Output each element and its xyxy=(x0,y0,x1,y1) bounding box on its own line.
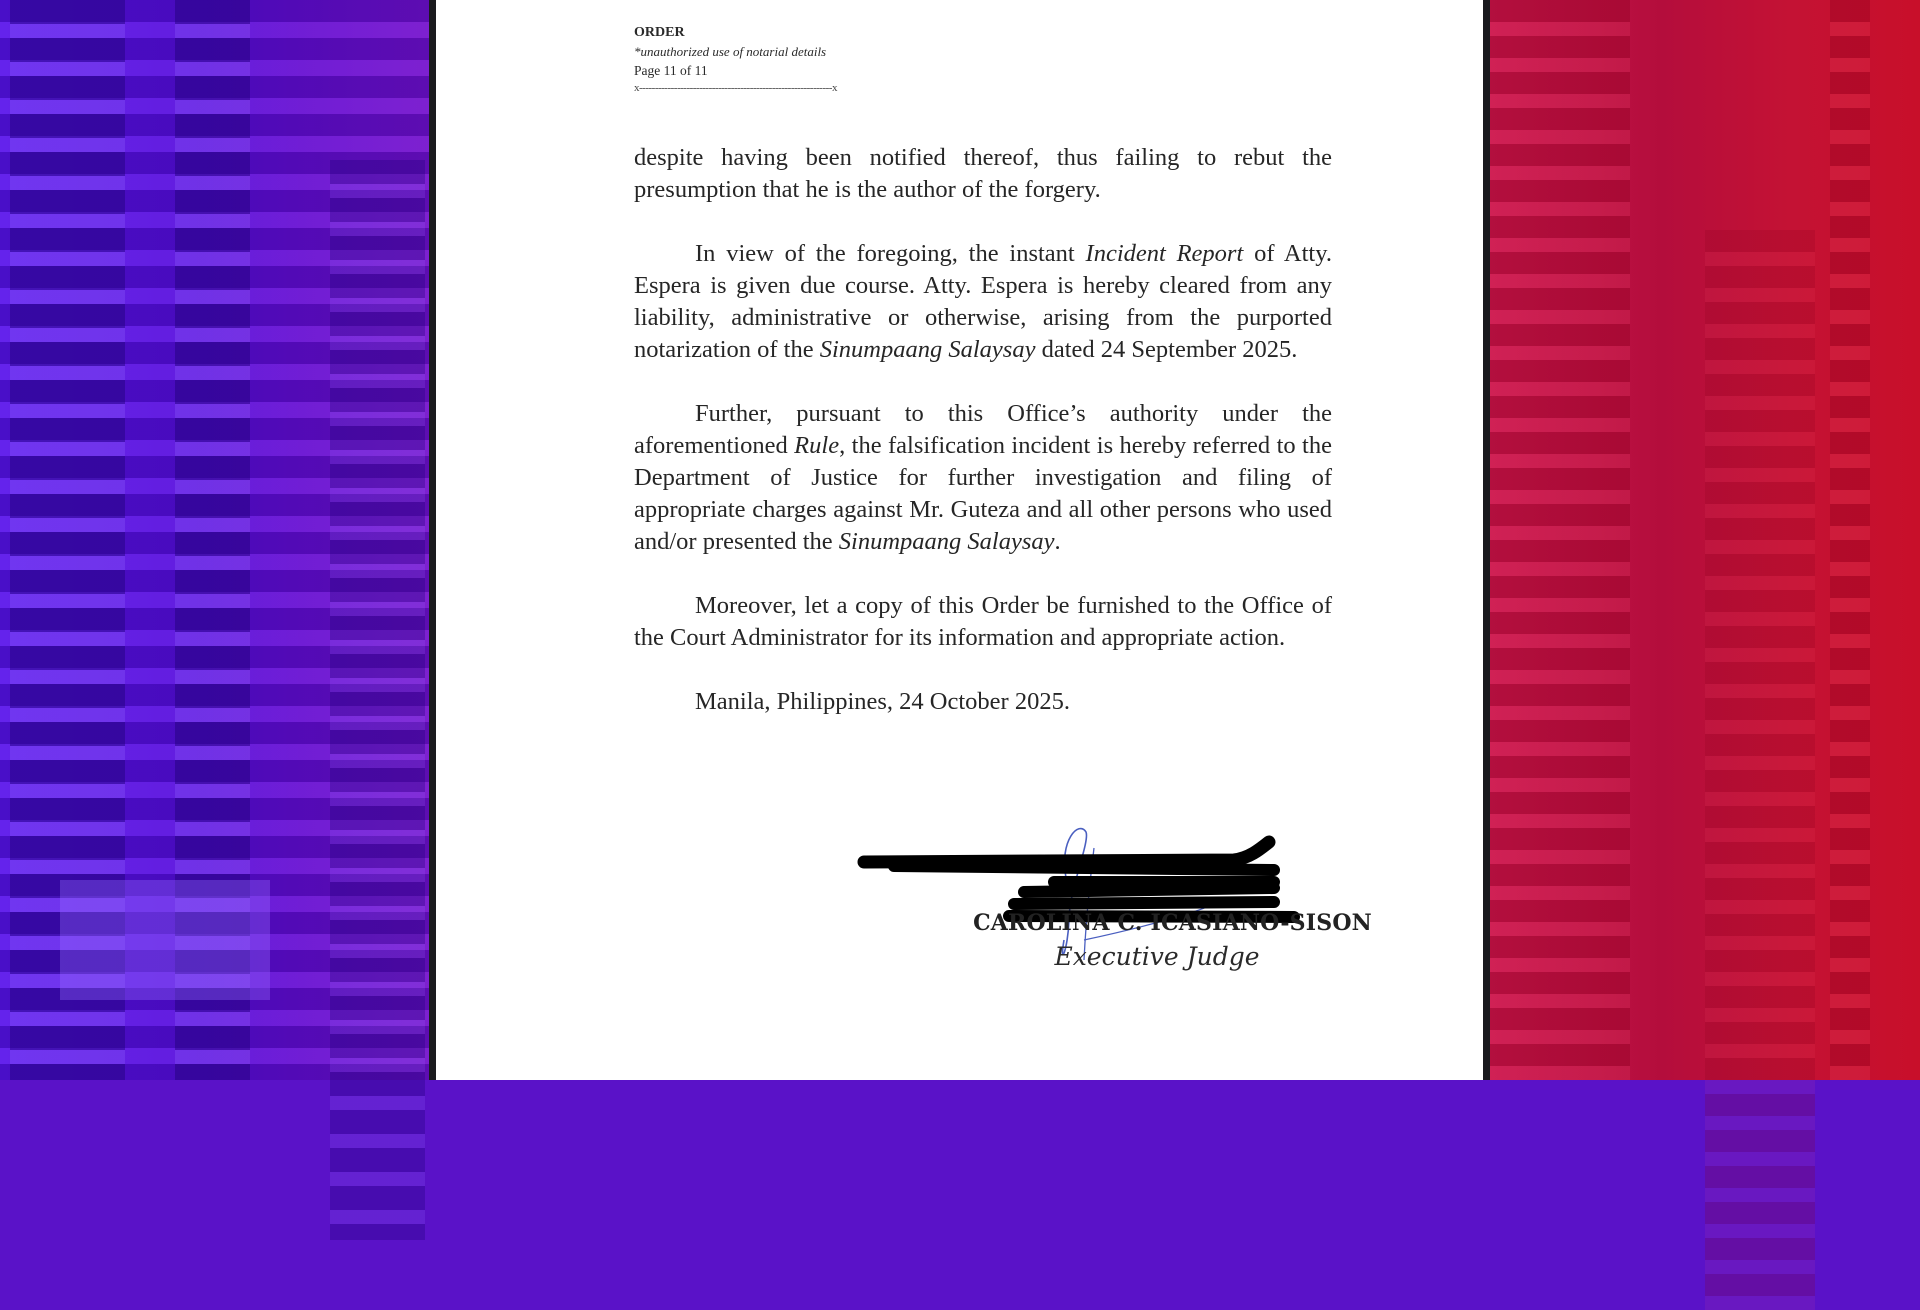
paragraph-text: In view of the foregoing, the instant xyxy=(695,240,1086,267)
page-border-right xyxy=(1483,0,1490,1080)
building-silhouette xyxy=(1830,0,1870,1080)
paragraph-text: despite having been notified thereof, thus failing to rebut the presumption that he is the author of the forgery. xyxy=(634,144,1332,203)
document-body xyxy=(634,142,1332,750)
building-silhouette xyxy=(60,880,270,1000)
italic-term: Rule xyxy=(794,432,840,459)
signatory-name: CAROLINA C. ICASIANO-SISON xyxy=(973,910,1372,936)
background-right-red xyxy=(1490,0,1920,1080)
paragraph-furnish-copy xyxy=(634,590,1332,654)
document-page xyxy=(436,0,1483,1080)
paragraph-text: Further, pursuant to this Office’s authority under the aforementioned xyxy=(634,400,1332,459)
italic-term: Sinumpaang Salaysay xyxy=(838,528,1055,555)
paragraph-text: dated 24 September 2025. xyxy=(1035,336,1298,363)
document-header xyxy=(634,24,837,96)
paragraph-text: of Atty. Espera is given due course. Atty. Espera is hereby cleared from any liability, administrative or otherwise, arising from the purported notarization of the xyxy=(634,240,1333,363)
paragraph-referral xyxy=(634,398,1332,558)
paragraph-text: , the falsification incident is hereby referred to the Department of Justice for further investigation and filing of appropriate charges against Mr. Guteza and all other persons who used and/or presented the xyxy=(634,432,1332,555)
paragraph-text: Moreover, let a copy of this Order be furnished to the Office of the Court Administrator for its information and appropriate action. xyxy=(634,592,1332,651)
closing-place-date: Manila, Philippines, 24 October 2025. xyxy=(695,688,1070,715)
paragraph-incident-report xyxy=(634,238,1332,366)
paragraph-text: . xyxy=(1054,528,1061,555)
signatory-title: Executive Judge xyxy=(1054,942,1260,971)
page-border-left xyxy=(429,0,436,1080)
italic-term: Incident Report xyxy=(1085,240,1244,267)
building-silhouette xyxy=(330,160,425,1240)
document-type: ORDER xyxy=(634,25,685,40)
document-subject: *unauthorized use of notarial details xyxy=(634,44,827,59)
background-left-purple xyxy=(0,0,430,1080)
paragraph-continuation xyxy=(634,142,1332,206)
header-divider: x-------------------------------------------------------------x xyxy=(634,82,837,94)
page-number: Page 11 of 11 xyxy=(634,63,708,78)
building-silhouette xyxy=(1705,230,1815,1310)
building-silhouette xyxy=(1490,0,1630,1080)
italic-term: Sinumpaang Salaysay xyxy=(819,336,1036,363)
